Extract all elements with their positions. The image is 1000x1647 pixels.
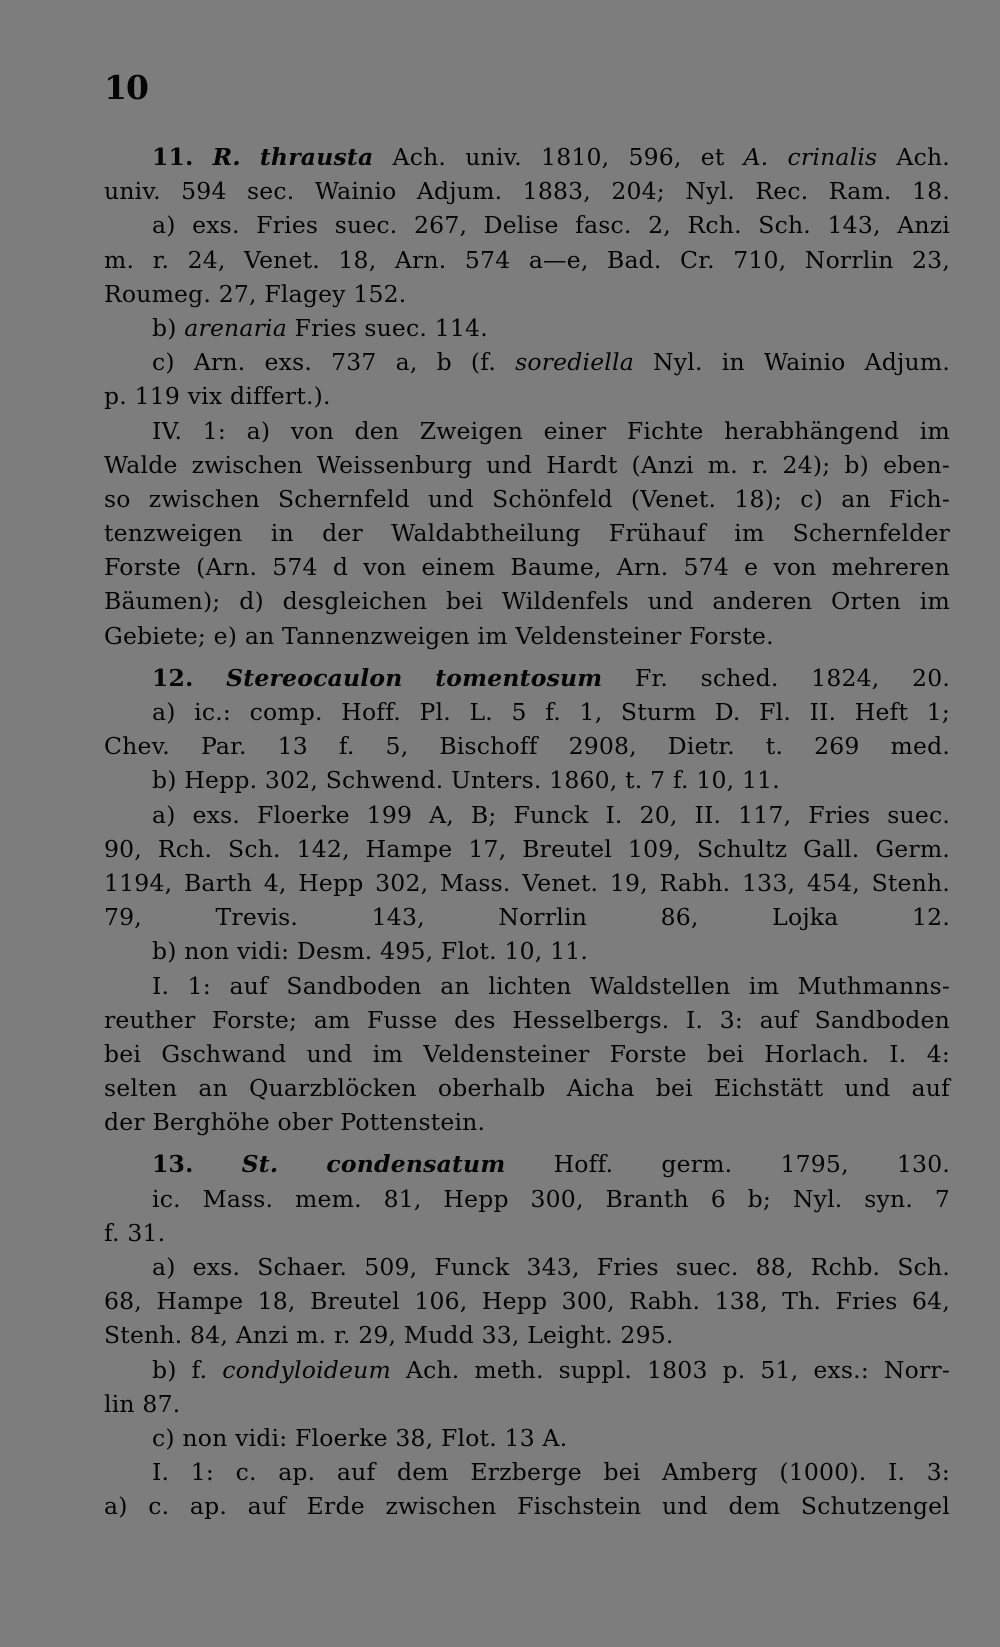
entry-number: 11. — [152, 143, 194, 171]
text-run: reuther Forste; am Fusse des Hesselbergs. I. 3: auf Sandboden — [104, 1005, 950, 1034]
entry-1-line — [104, 208, 950, 242]
page-number: 10 — [104, 68, 148, 107]
text-run: Walde zwischen Weissenburg und Hardt (Anzi m. r. 24); b) eben- — [104, 450, 950, 479]
entry-3-line — [104, 1318, 950, 1352]
text-run: I. 1: c. ap. auf dem Erzberge bei Amberg (1000). I. 3: — [152, 1458, 950, 1487]
entry-number: 12. — [152, 663, 194, 692]
taxon-italic: sorediella — [515, 348, 634, 377]
entry-2-line — [104, 1105, 950, 1139]
text-run: univ. 594 sec. Wainio Adjum. 1883, 204; Nyl. Rec. Ram. 18. — [104, 177, 950, 206]
taxon-italic: condyloideum — [222, 1355, 391, 1384]
entry-2-line — [104, 969, 950, 1003]
genus-name: Stereocaulon — [226, 663, 403, 692]
text-run: 1194, Barth 4, Hepp 302, Mass. Venet. 19, Rabh. 133, 454, Stenh. — [104, 868, 950, 897]
entry-2-line — [104, 661, 950, 695]
entry-2-line — [104, 1003, 950, 1037]
entry-1-line — [104, 174, 950, 208]
text-run: I. 1: auf Sandboden an lichten Waldstellen im Muthmanns- — [152, 971, 950, 1000]
entry-1-line — [104, 516, 950, 550]
species-name: tomentosum — [435, 663, 603, 692]
text-run: b) — [152, 313, 185, 342]
entry-3-line — [104, 1216, 950, 1250]
entry-3-line — [104, 1489, 950, 1523]
entry-1-line — [104, 140, 950, 174]
entry-2-line — [104, 729, 950, 763]
text-run: Roumeg. 27, Flagey 152. — [104, 279, 407, 308]
text-run: Chev. Par. 13 f. 5, Bischoff 2908, Dietr. t. 269 med. — [104, 732, 950, 761]
text-run: a) c. ap. auf Erde zwischen Fischstein und dem Schutzengel — [104, 1492, 950, 1521]
text-run: 79, Trevis. 143, Norrlin 86, Lojka 12. — [104, 903, 950, 932]
entry-3-line — [104, 1421, 950, 1455]
entry-2-line — [104, 900, 950, 934]
entry-1-line — [104, 379, 950, 413]
text-run: a) ic.: comp. Hoff. Pl. L. 5 f. 1, Sturm D. Fl. II. Heft 1; — [152, 698, 950, 726]
entry-3-line — [104, 1455, 950, 1489]
genus-name: St. — [241, 1150, 279, 1179]
text-run: f. 31. — [104, 1218, 166, 1247]
text-run: Fr. sched. 1824, 20. — [634, 663, 951, 692]
entry-gap — [104, 653, 950, 661]
entry-1-line — [104, 277, 950, 311]
text-run: Ach. meth. suppl. 1803 p. 51, exs.: Norr- — [390, 1355, 951, 1384]
text-run: lin 87. — [104, 1389, 181, 1418]
entry-2-line — [104, 934, 950, 968]
text-run: b) Hepp. 302, Schwend. Unters. 1860, t. 7 f. 10, 11. — [152, 766, 780, 795]
entry-2-line — [104, 798, 950, 832]
taxon-italic: A. crinalis — [743, 143, 878, 171]
entry-number: 13. — [152, 1150, 194, 1179]
entry-2-line — [104, 1037, 950, 1071]
entry-3-line — [104, 1387, 950, 1421]
text-run: Forste (Arn. 574 d von einem Baume, Arn. 574 e von mehreren — [104, 553, 950, 582]
entry-gap — [104, 1139, 950, 1147]
entry-2-line — [104, 866, 950, 900]
entry-2-line — [104, 1071, 950, 1105]
text-run: a) exs. Schaer. 509, Funck 343, Fries suec. 88, Rchb. Sch. — [152, 1253, 950, 1281]
text-run: Nyl. in Wainio Adjum. — [633, 348, 950, 377]
entry-1-line — [104, 584, 950, 618]
entry-1-line — [104, 550, 950, 584]
entry-1-line — [104, 482, 950, 516]
entry-2-line — [104, 763, 950, 797]
genus-name: R. — [212, 143, 241, 171]
entry-3-line — [104, 1147, 950, 1181]
text-run: a) exs. Fries suec. 267, Delise fasc. 2, Rch. Sch. 143, Anzi — [152, 211, 950, 240]
entry-2-line — [104, 832, 950, 866]
text-run: Fries suec. 114. — [286, 313, 488, 342]
entry-1-line — [104, 345, 950, 379]
entry-1-line — [104, 619, 950, 653]
text-run: bei Gschwand und im Veldensteiner Forste bei Horlach. I. 4: — [104, 1039, 950, 1068]
taxon-italic: arenaria — [184, 313, 287, 342]
entry-1-line — [104, 311, 950, 345]
text-run: a) exs. Floerke 199 A, B; Funck I. 20, II. 117, Fries suec. — [152, 800, 950, 829]
text-run: b) non vidi: Desm. 495, Flot. 10, 11. — [152, 937, 589, 966]
text-body — [104, 140, 950, 1524]
text-run: m. r. 24, Venet. 18, Arn. 574 a—e, Bad. Cr. 710, Norrlin 23, — [104, 245, 950, 274]
entry-2-line — [104, 695, 950, 729]
text-run: tenzweigen in der Waldabtheilung Frühauf im Schernfelder — [104, 519, 950, 548]
entry-3-line — [104, 1353, 950, 1387]
text-run: b) f. — [152, 1355, 223, 1384]
text-run: c) Arn. exs. 737 a, b (f. — [152, 348, 516, 377]
text-run: p. 119 vix differt.). — [104, 382, 331, 411]
text-run: Ach. — [877, 143, 950, 171]
text-run: Bäumen); d) desgleichen bei Wildenfels und anderen Orten im — [104, 587, 950, 616]
entry-1-line — [104, 414, 950, 448]
entry-3-line — [104, 1284, 950, 1318]
species-name: thrausta — [259, 143, 374, 171]
text-run: Gebiete; e) an Tannenzweigen im Veldensteiner Forste. — [104, 621, 774, 650]
text-run: 68, Hampe 18, Breutel 106, Hepp 300, Rabh. 138, Th. Fries 64, — [104, 1287, 950, 1316]
entry-3-line — [104, 1182, 950, 1216]
entry-1-line — [104, 243, 950, 277]
entry-1-line — [104, 448, 950, 482]
entry-3-line — [104, 1250, 950, 1284]
text-run: Hoff. germ. 1795, 130. — [553, 1150, 951, 1179]
text-run: ic. Mass. mem. 81, Hepp 300, Branth 6 b; Nyl. syn. 7 — [152, 1184, 950, 1213]
species-name: condensatum — [326, 1150, 506, 1179]
text-run: der Berghöhe ober Pottenstein. — [104, 1108, 486, 1137]
text-run: selten an Quarzblöcken oberhalb Aicha bei Eichstätt und auf — [104, 1074, 950, 1103]
text-run: so zwischen Schernfeld und Schönfeld (Venet. 18); c) an Fich- — [104, 484, 950, 513]
text-run: Stenh. 84, Anzi m. r. 29, Mudd 33, Leight. 295. — [104, 1321, 674, 1350]
text-run: IV. 1: a) von den Zweigen einer Fichte herabhängend im — [152, 416, 950, 445]
text-run: Ach. univ. 1810, 596, et — [392, 143, 744, 171]
text-run: c) non vidi: Floerke 38, Flot. 13 A. — [152, 1423, 568, 1452]
text-run: 90, Rch. Sch. 142, Hampe 17, Breutel 109, Schultz Gall. Germ. — [104, 834, 950, 863]
